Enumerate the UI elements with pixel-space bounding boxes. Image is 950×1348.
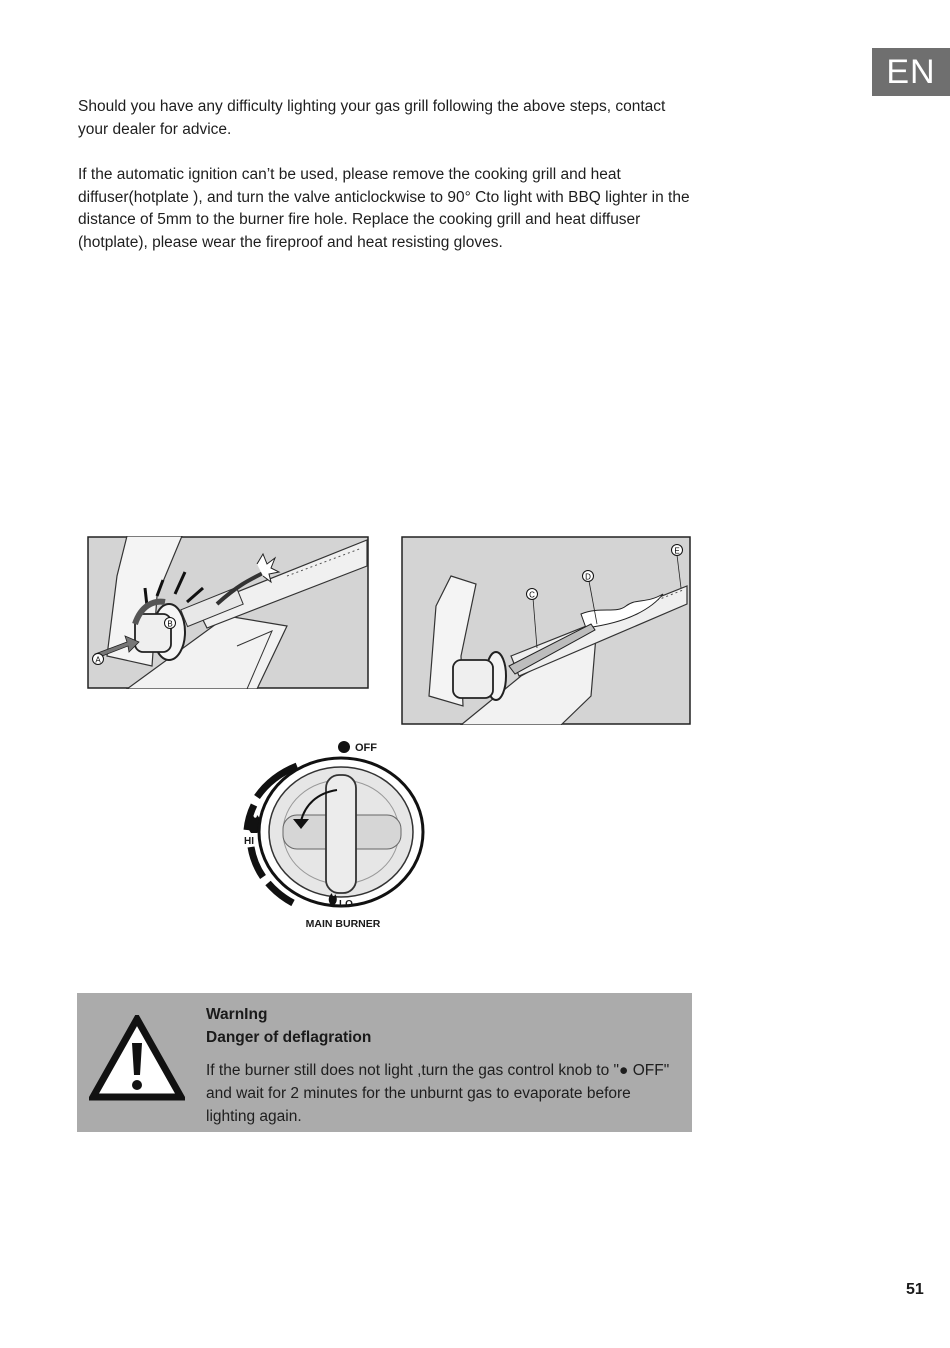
manual-ignition-paragraph: If the automatic ignition can’t be used, please remove the cooking grill and heat diffuser(hotplate ), and turn the valve anticlockwise to 90° Cto light with BBQ lighter in the distance of 5mm to the burner fire hole. Replace the cooking grill and heat diffuser (hotplate), please wear the fireproof and heat resisting gloves. bbox=[78, 166, 690, 251]
knob-hi-label: HI bbox=[244, 836, 254, 847]
callout-e: E bbox=[674, 546, 680, 556]
difficulty-paragraph: Should you have any difficulty lighting your gas grill following the above steps, contact your dealer for advice. bbox=[78, 98, 666, 138]
knob-lo-label: LO bbox=[339, 899, 353, 910]
knob-off-label: OFF bbox=[355, 742, 377, 754]
main-burner-knob-diagram bbox=[235, 735, 435, 935]
callout-a: A bbox=[95, 655, 101, 665]
off-dot-icon bbox=[338, 741, 350, 753]
callout-b: B bbox=[167, 619, 173, 629]
warning-triangle-icon bbox=[89, 1015, 185, 1103]
callout-c: C bbox=[529, 590, 535, 600]
lighter-illustration bbox=[401, 536, 691, 725]
warning-body: If the burner still does not light ,turn the gas control knob to "● OFF" and wait for 2 minutes for the unburnt gas to evaporate before lighting again. bbox=[206, 1062, 670, 1125]
ignition-illustration bbox=[87, 536, 369, 689]
callout-d: D bbox=[585, 572, 591, 582]
warning-title: WarnIng bbox=[206, 1006, 268, 1023]
page-number: 51 bbox=[906, 1281, 924, 1298]
warning-subtitle: Danger of deflagration bbox=[206, 1029, 372, 1046]
knob-caption: MAIN BURNER bbox=[305, 918, 381, 930]
language-tab: EN bbox=[872, 48, 950, 96]
warning-box bbox=[77, 993, 692, 1132]
